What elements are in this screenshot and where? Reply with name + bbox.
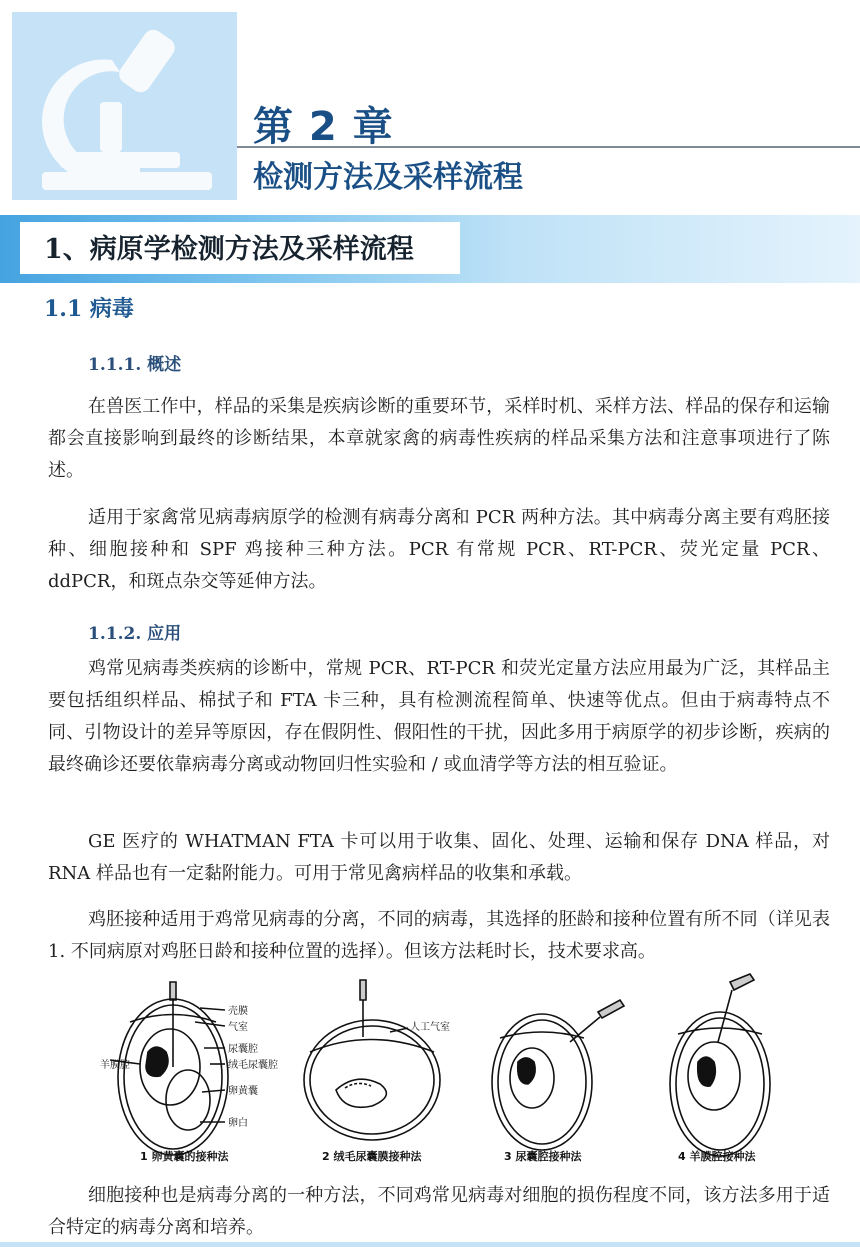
overview-paragraph-2: 适用于家禽常见病毒病原学的检测有病毒分离和 PCR 两种方法。其中病毒分离主要有鸡胚接种、细胞接种和 SPF 鸡接种三种方法。PCR 有常规 PCR、RT-PCR、荧光定量 PCR、ddPCR，和斑点杂交等延伸方法。 xyxy=(48,507,830,592)
caption-4: 4 羊膜腔接种法 xyxy=(678,1150,756,1163)
caption-2: 2 绒毛尿囊膜接种法 xyxy=(322,1150,422,1163)
egg-inoculation-figure xyxy=(100,972,800,1172)
caption-3: 3 尿囊腔接种法 xyxy=(504,1150,582,1163)
microscope-icon xyxy=(12,12,237,200)
label-artificial-air-cell: 人工气室 xyxy=(410,1022,450,1033)
application-paragraph-1: 鸡常见病毒类疾病的诊断中，常规 PCR、RT-PCR 和荧光定量方法应用最为广泛，其样品主要包括组织样品、棉拭子和 FTA 卡三种，具有检测流程简单、快速等优点。但由于病毒特点不同、引物设计的差异等原因，存在假阴性、假阳性的干扰，因此多用于病原学的初步诊断，疾病的最终确诊还要依靠病毒分离或动物回归性实验和 / 或血清学等方法的相互验证。 xyxy=(48,658,830,775)
bottom-bar xyxy=(0,1242,860,1247)
caption-1: 1 卵黄囊的接种法 xyxy=(140,1150,229,1163)
overview-heading: 1.1.1. 概述 xyxy=(88,355,182,375)
chapter-title: 第 2 章 xyxy=(253,104,394,150)
closing-paragraph: 细胞接种也是病毒分离的一种方法，不同鸡常见病毒对细胞的损伤程度不同，该方法多用于适合特定的病毒分离和培养。 xyxy=(48,1185,830,1238)
application-heading: 1.1.2. 应用 xyxy=(88,624,182,644)
label-shell-membrane: 壳膜 xyxy=(228,1006,248,1017)
chapter-subtitle: 检测方法及采样流程 xyxy=(253,160,523,195)
egg-diagrams xyxy=(100,972,800,1172)
label-allantoic-cavity: 尿囊腔 xyxy=(228,1044,258,1055)
label-air-cell: 气室 xyxy=(228,1022,248,1033)
label-chorioallantoic: 绒毛尿囊腔 xyxy=(228,1060,278,1071)
label-yolk-sac: 卵黄囊 xyxy=(228,1086,258,1097)
label-albumen: 卵白 xyxy=(228,1118,248,1129)
overview-paragraph-1: 在兽医工作中，样品的采集是疾病诊断的重要环节，采样时机、采样方法、样品的保存和运输都会直接影响到最终的诊断结果，本章就家禽的病毒性疾病的样品采集方法和注意事项进行了陈述。 xyxy=(48,396,830,481)
label-amniotic-cavity: 羊膜腔 xyxy=(100,1060,130,1071)
egg-3-diagram xyxy=(492,1000,624,1150)
application-paragraph-2: GE 医疗的 WHATMAN FTA 卡可以用于收集、固化、处理、运输和保存 DNA 样品，对 RNA 样品也有一定黏附能力。可用于常见禽病样品的收集和承载。 xyxy=(48,831,830,884)
chapter-header-block xyxy=(12,12,237,200)
egg-2-diagram xyxy=(304,980,440,1140)
section-title: 1、病原学检测方法及采样流程 xyxy=(44,234,414,265)
egg-4-diagram xyxy=(670,974,770,1156)
subsection-title: 1.1 病毒 xyxy=(44,296,134,322)
application-paragraph-3: 鸡胚接种适用于鸡常见病毒的分离，不同的病毒，其选择的胚龄和接种位置有所不同（详见表 1. 不同病原对鸡胚日龄和接种位置的选择）。但该方法耗时长，技术要求高。 xyxy=(48,909,830,962)
